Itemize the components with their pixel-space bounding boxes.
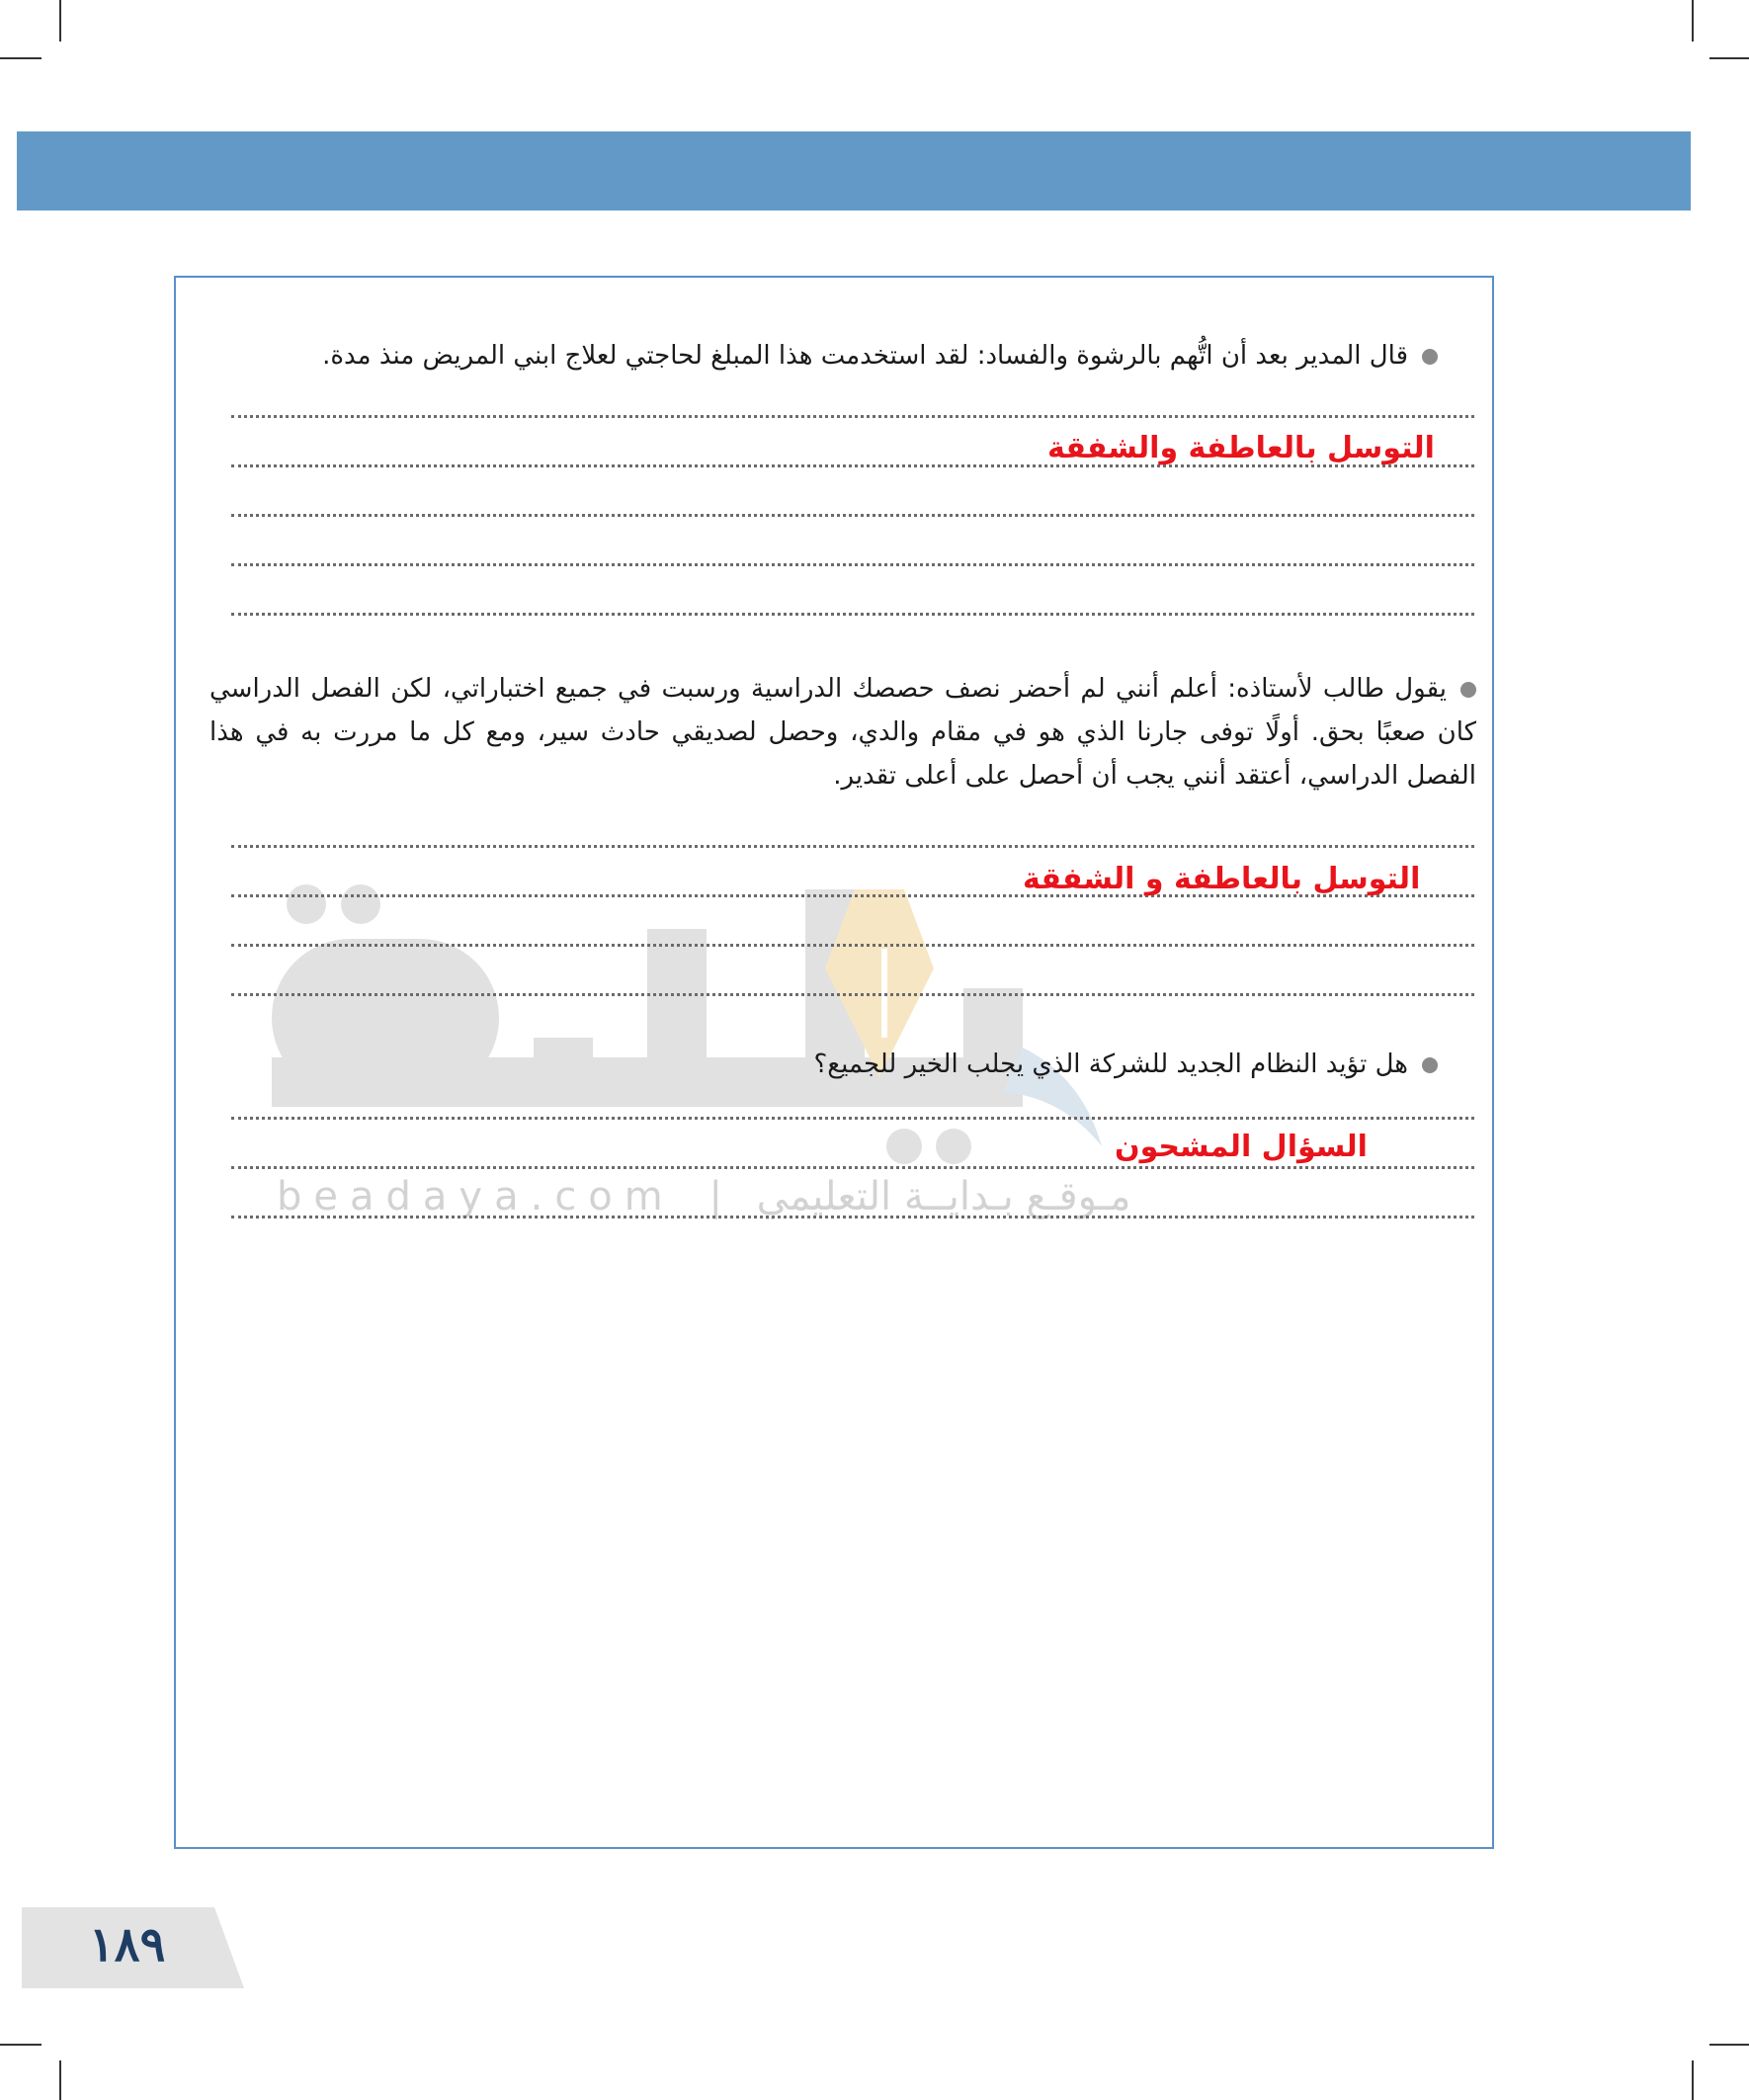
question-1 xyxy=(222,334,1438,378)
answer-2: التوسل بالعاطفة و الشفقة xyxy=(1023,862,1421,896)
answer-line xyxy=(231,1166,1474,1169)
answer-line xyxy=(231,1117,1474,1120)
question-2 xyxy=(209,667,1476,798)
watermark-site: beadaya.com xyxy=(277,1174,675,1219)
answer-line xyxy=(231,845,1474,848)
crop-mark xyxy=(0,2044,42,2046)
answer-line xyxy=(231,415,1474,418)
bullet-icon xyxy=(1422,1057,1438,1073)
header-band xyxy=(17,131,1691,210)
bullet-icon xyxy=(1460,682,1476,698)
crop-mark xyxy=(1692,2060,1694,2100)
crop-mark xyxy=(0,57,42,59)
question-2-text: يقول طالب لأستاذه: أعلم أنني لم أحضر نصف حصصك الدراسية ورسبت في جميع اختباراتي، لكن الفصل الدراسي كان صعبًا بحق. أولًا توفى جارنا الذي هو في مقام والدي، وحصل لصديقي حادث سير، ومع كل ما مررت به في هذا الفصل الدراسي، أعتقد أنني يجب أن أحصل على أعلى تقدير. xyxy=(209,674,1476,791)
answer-line xyxy=(231,563,1474,566)
answer-1: التوسل بالعاطفة والشفقة xyxy=(1047,431,1435,465)
crop-mark xyxy=(59,2060,61,2100)
crop-mark xyxy=(1692,0,1694,42)
answer-line xyxy=(231,613,1474,616)
crop-mark xyxy=(59,0,61,42)
answer-line xyxy=(231,1216,1474,1218)
question-3 xyxy=(593,1043,1438,1086)
answer-line xyxy=(231,944,1474,947)
answer-line xyxy=(231,514,1474,517)
question-1-text: قال المدير بعد أن اتُّهم بالرشوة والفساد: لقد استخدمت هذا المبلغ لحاجتي لعلاج ابني المريض منذ مدة. xyxy=(322,341,1408,371)
crop-mark xyxy=(1709,2044,1749,2046)
watermark-tagline: مـوقـع بـدايــة التعليمي xyxy=(756,1174,1131,1219)
answer-3: السؤال المشحون xyxy=(1115,1130,1368,1164)
crop-mark xyxy=(1709,57,1749,59)
watermark-separator: | xyxy=(708,1174,722,1219)
bullet-icon xyxy=(1422,349,1438,365)
question-3-text: هل تؤيد النظام الجديد للشركة الذي يجلب الخير للجميع؟ xyxy=(813,1050,1408,1079)
answer-line xyxy=(231,993,1474,996)
page-number: ١٨٩ xyxy=(89,1917,166,1973)
